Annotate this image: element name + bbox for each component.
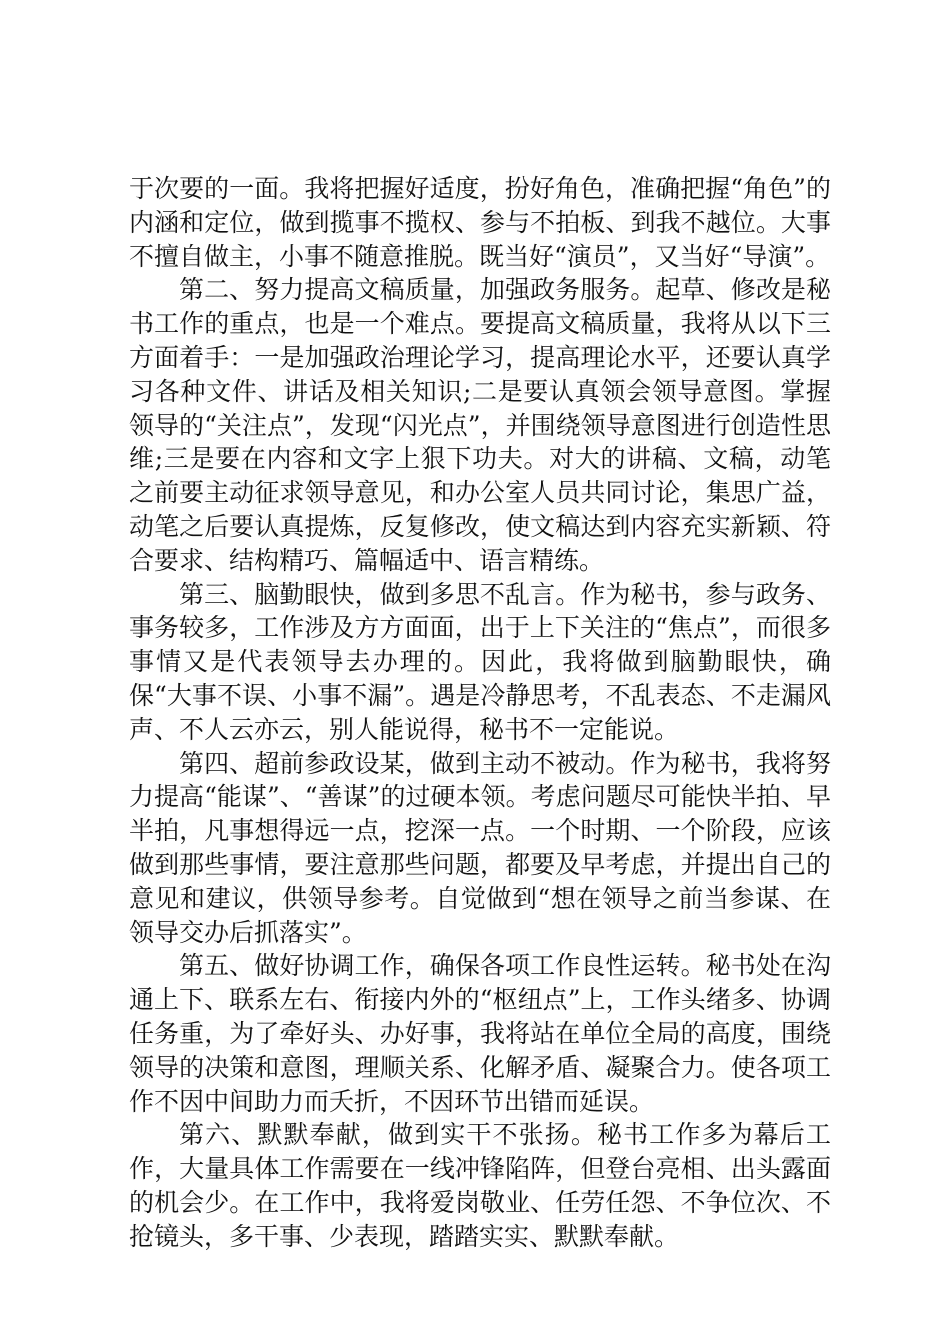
paragraph-document-quality: 第二、努力提高文稿质量，加强政务服务。起草、修改是秘书工作的重点，也是一个难点。要提高文稿质量，我将从以下三方面着手：一是加强政治理论学习，提高理论水平，还要认真学习各种文件、讲话及相关知识;二是要认真领会领导意图。掌握领导的“关注点”，发现“闪光点”，并围绕领导意图进行创造性思维;三是要在内容和文字上狠下功夫。对大的讲稿、文稿，动笔之前要主动征求领导意见，和办公室人员共同讨论，集思广益，动笔之后要认真提炼，反复修改，使文稿达到内容充实新颖、符合要求、结构精巧、篇幅适中、语言精练。 [129, 275, 831, 575]
paragraph-continuation: 于次要的一面。我将把握好适度，扮好角色，准确把握“角色”的内涵和定位，做到揽事不揽权、参与不拍板、到我不越位。大事不擅自做主，小事不随意推脱。既当好“演员”，又当好“导演”。 [129, 174, 831, 271]
paragraph-coordination: 第五、做好协调工作，确保各项工作良性运转。秘书处在沟通上下、联系左右、衔接内外的“枢纽点”上，工作头绪多、协调任务重，为了牵好头、办好事，我将站在单位全局的高度，围绕领导的决策和意图，理顺关系、化解矛盾、凝聚合力。使各项工作不因中间助力而夭折，不因环节出错而延误。 [129, 951, 831, 1116]
document-body [129, 172, 831, 1254]
paragraph-proactive-advising: 第四、超前参政设某，做到主动不被动。作为秘书，我将努力提高“能谋”、“善谋”的过硬本领。考虑问题尽可能快半拍、早半拍，凡事想得远一点，挖深一点。一个时期、一个阶段，应该做到那些事情，要注意那些问题，都要及早考虑，并提出自己的意见和建议，供领导参考。自觉做到“想在领导之前当参谋、在领导交办后抓落实”。 [129, 748, 831, 947]
paragraph-think-before-speaking: 第三、脑勤眼快，做到多思不乱言。作为秘书，参与政务、事务较多，工作涉及方方面面，出于上下关注的“焦点”，而很多事情又是代表领导去办理的。因此，我将做到脑勤眼快，确保“大事不误、小事不漏”。遇是冷静思考，不乱表态、不走漏风声、不人云亦云，别人能说得，秘书不一定能说。 [129, 579, 831, 744]
paragraph-quiet-dedication: 第六、默默奉献，做到实干不张扬。秘书工作多为幕后工作，大量具体工作需要在一线冲锋陷阵，但登台亮相、出头露面的机会少。在工作中，我将爱岗敬业、任劳任怨、不争位次、不抢镜头，多干事、少表现，踏踏实实、默默奉献。 [129, 1120, 831, 1251]
